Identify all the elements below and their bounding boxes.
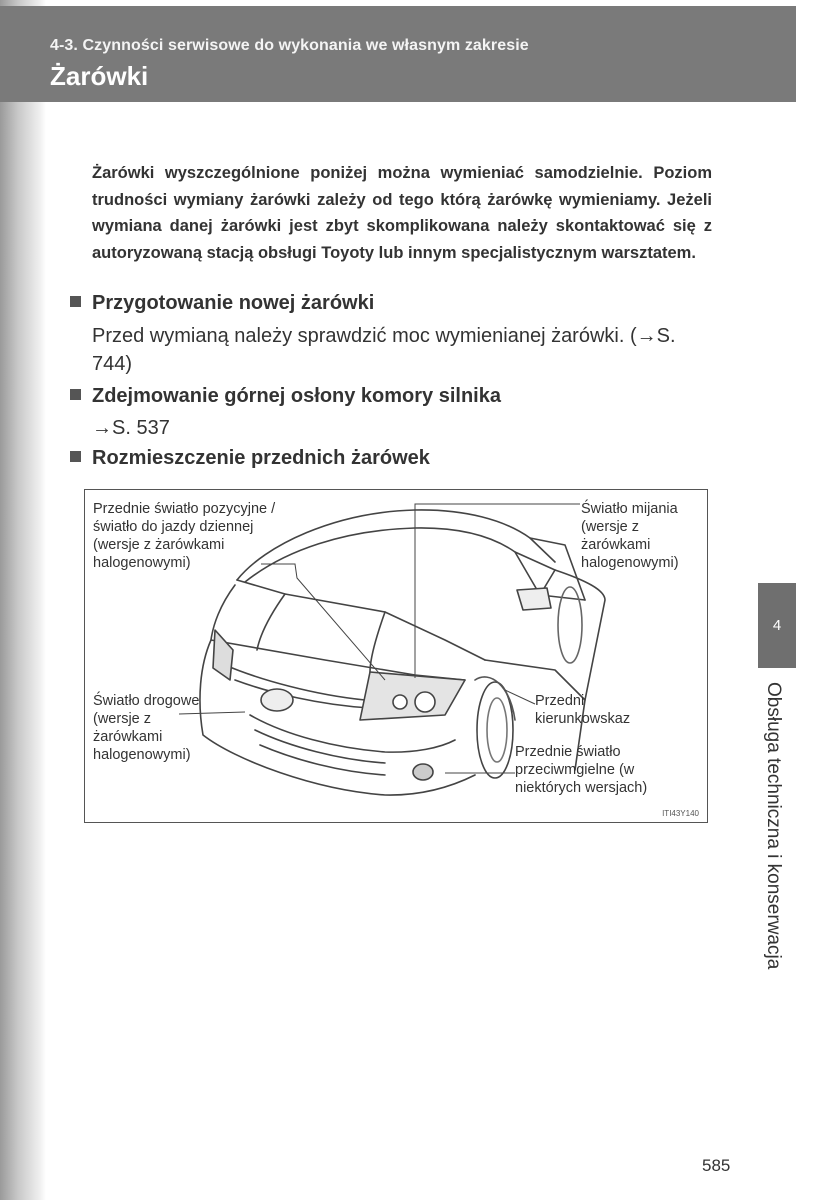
heading-text: Zdejmowanie górnej osłony komory silnika (92, 385, 501, 407)
chapter-header (0, 6, 796, 102)
chapter-tab (758, 583, 796, 668)
label-high-beam: Światło drogowe (wersje z żarówkami halogenowymi) (93, 693, 200, 763)
heading-new-bulb (70, 292, 374, 315)
figure-id: ITI43Y140 (662, 809, 699, 818)
body-engine-cover: →S. 537 (92, 417, 170, 439)
square-bullet-icon (70, 389, 81, 400)
heading-text: Przygotowanie nowej żarówki (92, 292, 375, 314)
square-bullet-icon (70, 296, 81, 307)
label-turn-signal: Przedni kierunkowskaz (535, 693, 631, 727)
page-title: Żarówki (50, 61, 149, 91)
front-bulbs-figure (84, 489, 708, 823)
heading-engine-cover (70, 385, 501, 408)
section-title: 4-3. Czynności serwisowe do wykonania we własnym zakresie (50, 37, 529, 54)
intro-paragraph: Żarówki wyszczególnione poniżej można wymieniać samodzielnie. Poziom trudności wymiany żarówki zależy od tego którą żarówkę wymieniamy. Jeżeli wymiana danej żarówki jest zbyt skomplikowana należy skontaktować się z autoryzowaną stacją obsługi Toyoty lub innym specjalistycznym warsztatem. (92, 164, 712, 262)
chapter-number: 4 (772, 617, 782, 634)
label-low-beam: Światło mijania (wersje z żarówkami halogenowymi) (581, 501, 679, 571)
label-fog-light: Przednie światło przeciwmgielne (w niektórych wersjach) (515, 744, 648, 796)
body-new-bulb: Przed wymianą należy sprawdzić moc wymienianej żarówki. (→S. 744) (92, 325, 676, 375)
square-bullet-icon (70, 451, 81, 462)
page-edge-shadow (0, 0, 46, 1200)
chapter-title-vertical: Obsługa techniczna i konserwacja (763, 682, 784, 970)
page-number: 585 (702, 1156, 731, 1175)
heading-front-bulbs (70, 447, 430, 470)
label-position-light: Przednie światło pozycyjne / światło do jazdy dziennej (wersje z żarówkami halogenowymi) (93, 501, 276, 571)
heading-text: Rozmieszczenie przednich żarówek (92, 447, 430, 469)
